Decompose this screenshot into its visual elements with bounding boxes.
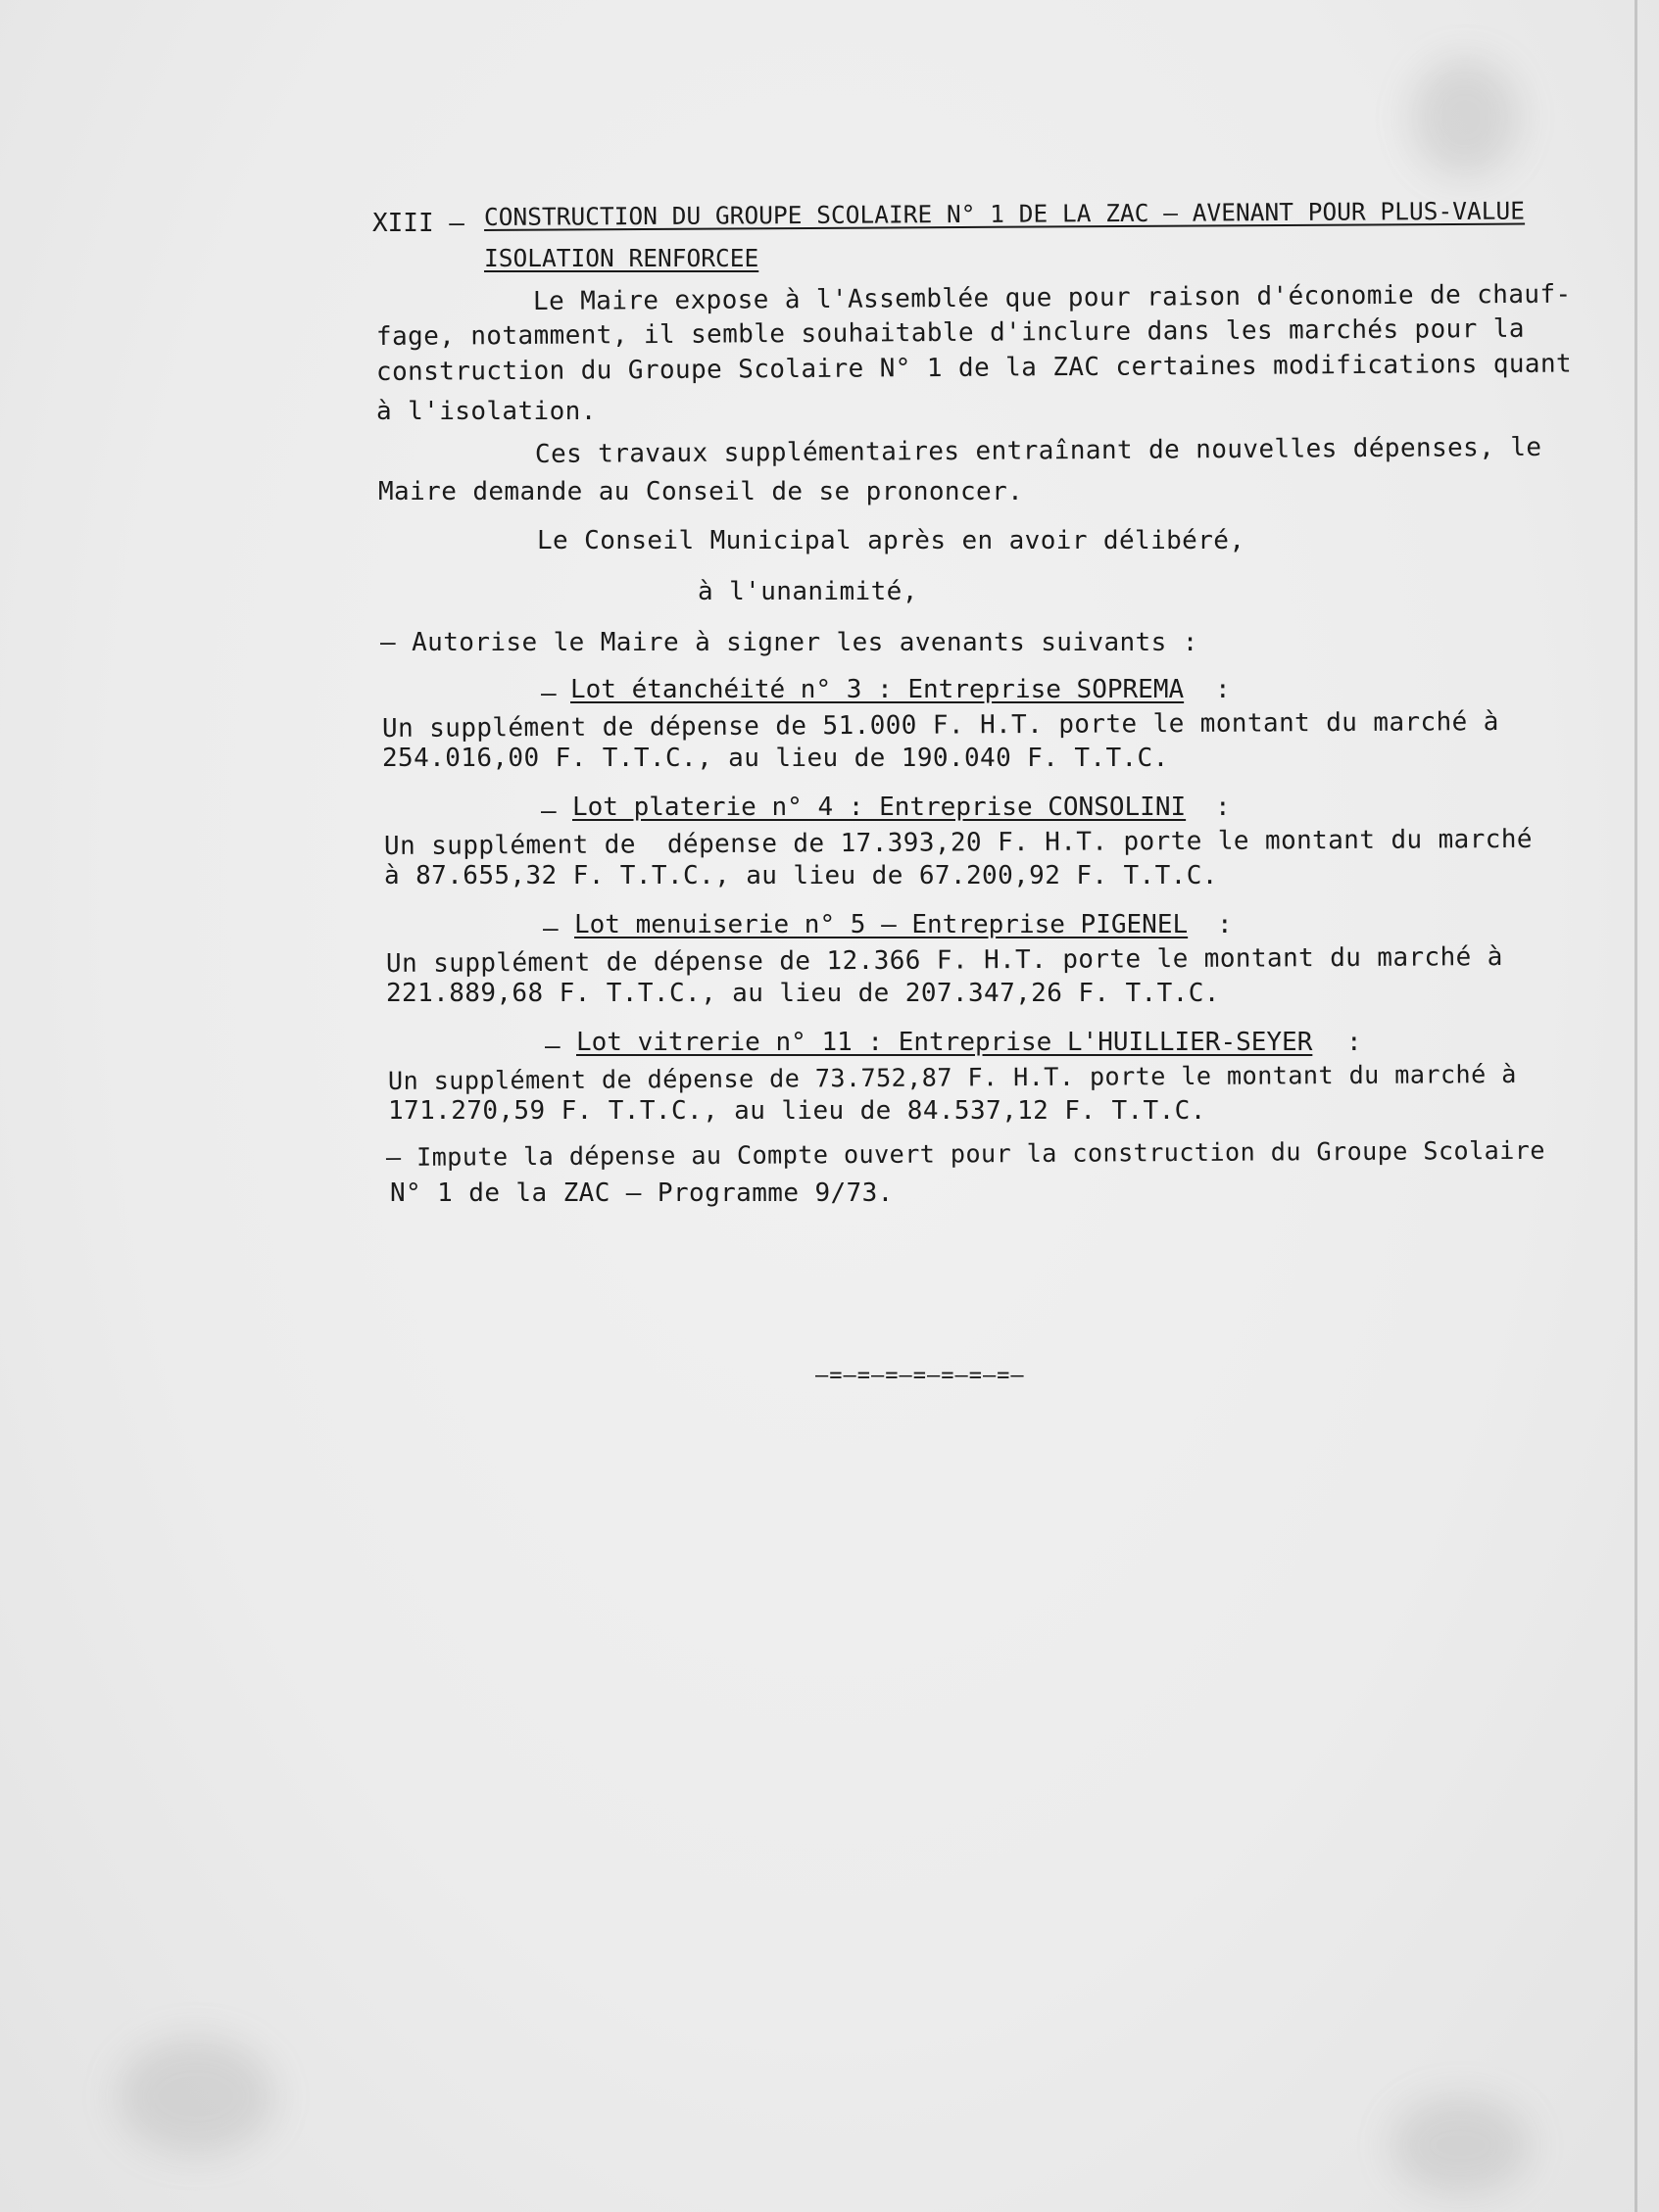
lot-dash: – xyxy=(545,1032,561,1061)
end-separator: –=–=–=–=–=–=–=– xyxy=(815,1364,1025,1388)
intro-line: Le Maire expose à l'Assemblée que pour raison d'économie de chauf- xyxy=(532,279,1572,316)
lot-title: Lot platerie n° 4 : Entreprise CONSOLINI xyxy=(572,793,1187,822)
lot-dash: – xyxy=(541,796,557,826)
heading-number: XIII – xyxy=(372,209,464,238)
intro-line: à l'isolation. xyxy=(376,397,597,426)
imputation-line: N° 1 de la ZAC – Programme 9/73. xyxy=(390,1178,894,1208)
lot-colon: : xyxy=(1346,1028,1362,1057)
lot-amount-line: 171.270,59 F. T.T.C., au lieu de 84.537,12 F. T.T.C. xyxy=(388,1096,1206,1126)
scan-smudge xyxy=(118,2038,274,2155)
lot-title: Lot étanchéité n° 3 : Entreprise SOPREMA xyxy=(570,675,1185,704)
heading-title-line2: ISOLATION RENFORCEE xyxy=(484,244,759,272)
lot-amount-line: Un supplément de dépense de 51.000 F. H.T. porte le montant du marché à xyxy=(381,707,1499,744)
lot-amount-line: 254.016,00 F. T.T.C., au lieu de 190.040 F. T.T.C. xyxy=(382,744,1169,773)
lot-amount-line: Un supplément de dépense de 73.752,87 F. H.T. porte le montant du marché à xyxy=(387,1059,1517,1095)
lot-colon: : xyxy=(1215,675,1231,704)
lot-dash: – xyxy=(541,679,557,708)
lot-dash: – xyxy=(543,914,559,943)
lot-title: Lot vitrerie n° 11 : Entreprise L'HUILLIER-SEYER xyxy=(576,1028,1313,1057)
imputation-line: – Impute la dépense au Compte ouvert pour la construction du Groupe Scolaire xyxy=(385,1135,1545,1172)
lot-amount-line: Un supplément de dépense de 12.366 F. H.T. porte le montant du marché à xyxy=(385,942,1503,979)
authorize-text: – Autorise le Maire à signer les avenants suivants : xyxy=(380,628,1198,657)
request-line: Maire demande au Conseil de se prononcer. xyxy=(378,477,1024,506)
deliberation-text: Le Conseil Municipal après en avoir délibéré, xyxy=(537,526,1245,555)
heading-title-line1: CONSTRUCTION DU GROUPE SCOLAIRE N° 1 DE LA ZAC – AVENANT POUR PLUS-VALUE xyxy=(483,196,1526,231)
lot-colon: : xyxy=(1217,910,1233,939)
intro-line: construction du Groupe Scolaire N° 1 de la ZAC certaines modifications quant xyxy=(375,349,1573,387)
scan-edge xyxy=(1635,0,1637,2212)
scan-smudge xyxy=(1391,2096,1529,2194)
request-line: Ces travaux supplémentaires entraînant de nouvelles dépenses, le xyxy=(534,432,1542,469)
lot-title: Lot menuiserie n° 5 – Entreprise PIGENEL xyxy=(574,910,1189,939)
scan-smudge xyxy=(1411,59,1519,176)
lot-colon: : xyxy=(1215,793,1231,822)
intro-line: fage, notamment, il semble souhaitable d'inclure dans les marchés pour la xyxy=(375,313,1525,352)
lot-amount-line: à 87.655,32 F. T.T.C., au lieu de 67.200,92 F. T.T.C. xyxy=(384,861,1218,890)
vote-text: à l'unanimité, xyxy=(698,577,918,606)
lot-amount-line: 221.889,68 F. T.T.C., au lieu de 207.347,26 F. T.T.C. xyxy=(386,979,1220,1008)
lot-amount-line: Un supplément de dépense de 17.393,20 F. H.T. porte le montant du marché xyxy=(383,824,1533,861)
